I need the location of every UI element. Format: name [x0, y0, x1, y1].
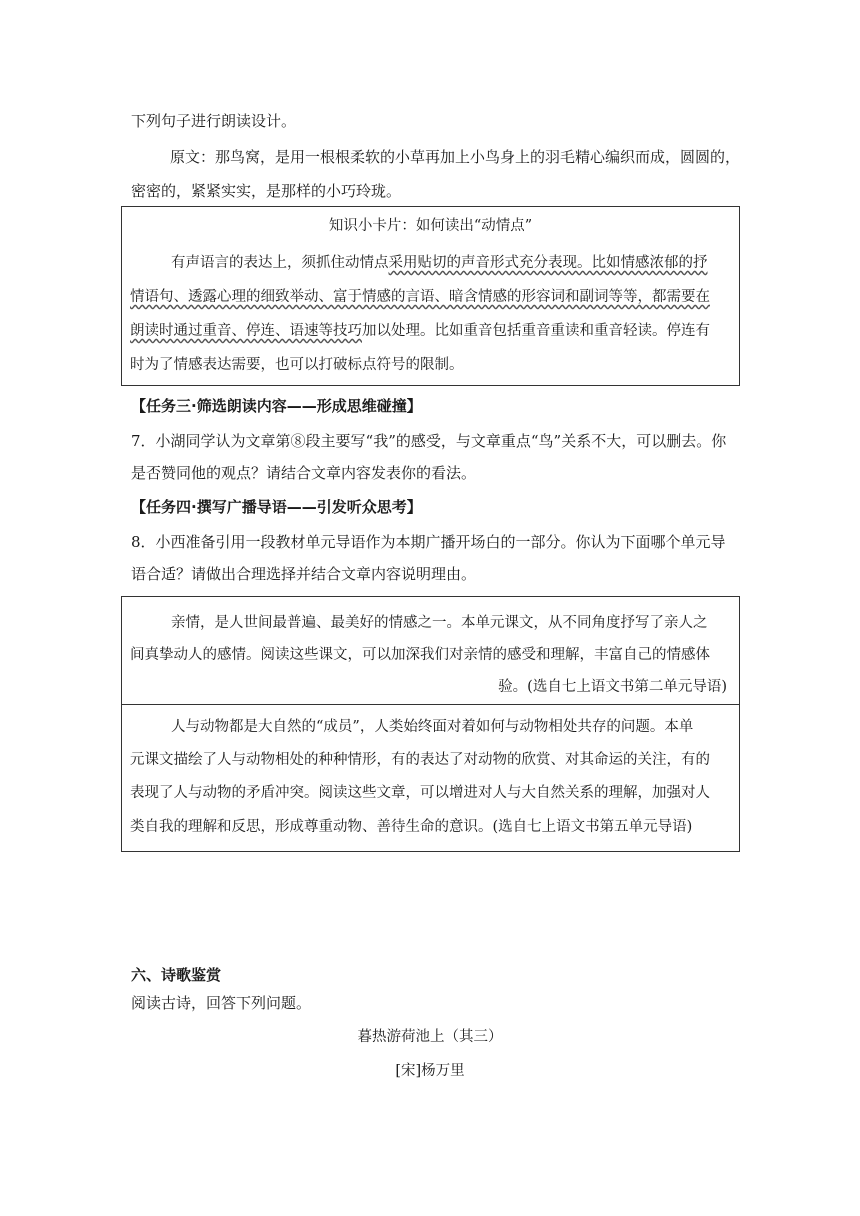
- card-title: 知识小卡片：如何读出“动情点”: [328, 218, 533, 234]
- section6-heading: 六、诗歌鉴赏: [131, 966, 222, 984]
- option-b-box: [121, 704, 740, 852]
- card-line1: [171, 252, 708, 274]
- task4-heading: 【任务四·撰写广播导语——引发听众思考】: [131, 498, 422, 516]
- card-line1-underlined: 采用贴切的声音形式充分表现。比如情感浓郁的抒: [388, 255, 708, 271]
- original-text-line1: 原文：那鸟窝，是用一根根柔软的小草再加上小鸟身上的羽毛精心编织而成，圆圆的，: [170, 148, 741, 166]
- card-line4: 时为了情感表达需要，也可以打破标点符号的限制。: [130, 357, 464, 373]
- option-b-line4: 类自我的理解和反思，形成尊重动物、善待生命的意识。(选自七上语文书第五单元导语): [130, 819, 693, 835]
- question7-line1: 7．小湖同学认为文章第⑧段主要写“我”的感受，与文章重点“鸟”关系不大，可以删去。你: [131, 432, 727, 450]
- poem-author: [宋]杨万里: [395, 1063, 465, 1079]
- option-b-line1: 人与动物都是大自然的“成员”，人类始终面对着如何与动物相处共存的问题。本单: [171, 719, 694, 735]
- intro-line: 下列句子进行朗读设计。: [131, 112, 297, 130]
- card-line3-plain: 加以处理。比如重音包括重音重读和重音轻读。停连有: [362, 323, 710, 339]
- question7-line2: 是否赞同他的观点？请结合文章内容发表你的看法。: [131, 464, 477, 482]
- option-a-line1: 亲情，是人世间最普遍、最美好的情感之一。本单元课文，从不同角度抒写了亲人之: [171, 615, 708, 631]
- card-line1-plain: 有声语言的表达上，须抓住动情点: [171, 255, 389, 271]
- poem-title: 暮热游荷池上（其三）: [357, 1029, 503, 1045]
- card-line3: [130, 320, 710, 342]
- question8-line2: 语合适？请做出合理选择并结合文章内容说明理由。: [131, 565, 477, 583]
- section6-instruction: 阅读古诗，回答下列问题。: [131, 994, 312, 1012]
- option-b-line3: 表现了人与动物的矛盾冲突。阅读这些文章，可以增进对人与大自然关系的理解，加强对人: [130, 785, 710, 801]
- knowledge-card: [121, 206, 740, 386]
- question8-line1: 8．小西准备引用一段教材单元导语作为本期广播开场白的一部分。你认为下面哪个单元导: [131, 533, 726, 551]
- option-a-line3: 验。(选自七上语文书第二单元导语): [498, 679, 727, 695]
- task3-heading: 【任务三·筛选朗读内容——形成思维碰撞】: [131, 397, 422, 415]
- original-text-line2: 密密的，紧紧实实，是那样的小巧玲珑。: [131, 182, 402, 200]
- option-a-line2: 间真挚动人的感情。阅读这些课文，可以加深我们对亲情的感受和理解，丰富自己的情感体: [130, 647, 710, 663]
- option-b-line2: 元课文描绘了人与动物相处的种种情形，有的表达了对动物的欣赏、对其命运的关注，有的: [130, 752, 710, 768]
- option-a-box: [121, 596, 740, 705]
- card-line3-underlined: 朗读时通过重音、停连、语速等技巧: [130, 323, 362, 339]
- card-line2: 情语句、透露心理的细致举动、富于情感的言语、暗含情感的形容词和副词等等，都需要在: [130, 289, 710, 305]
